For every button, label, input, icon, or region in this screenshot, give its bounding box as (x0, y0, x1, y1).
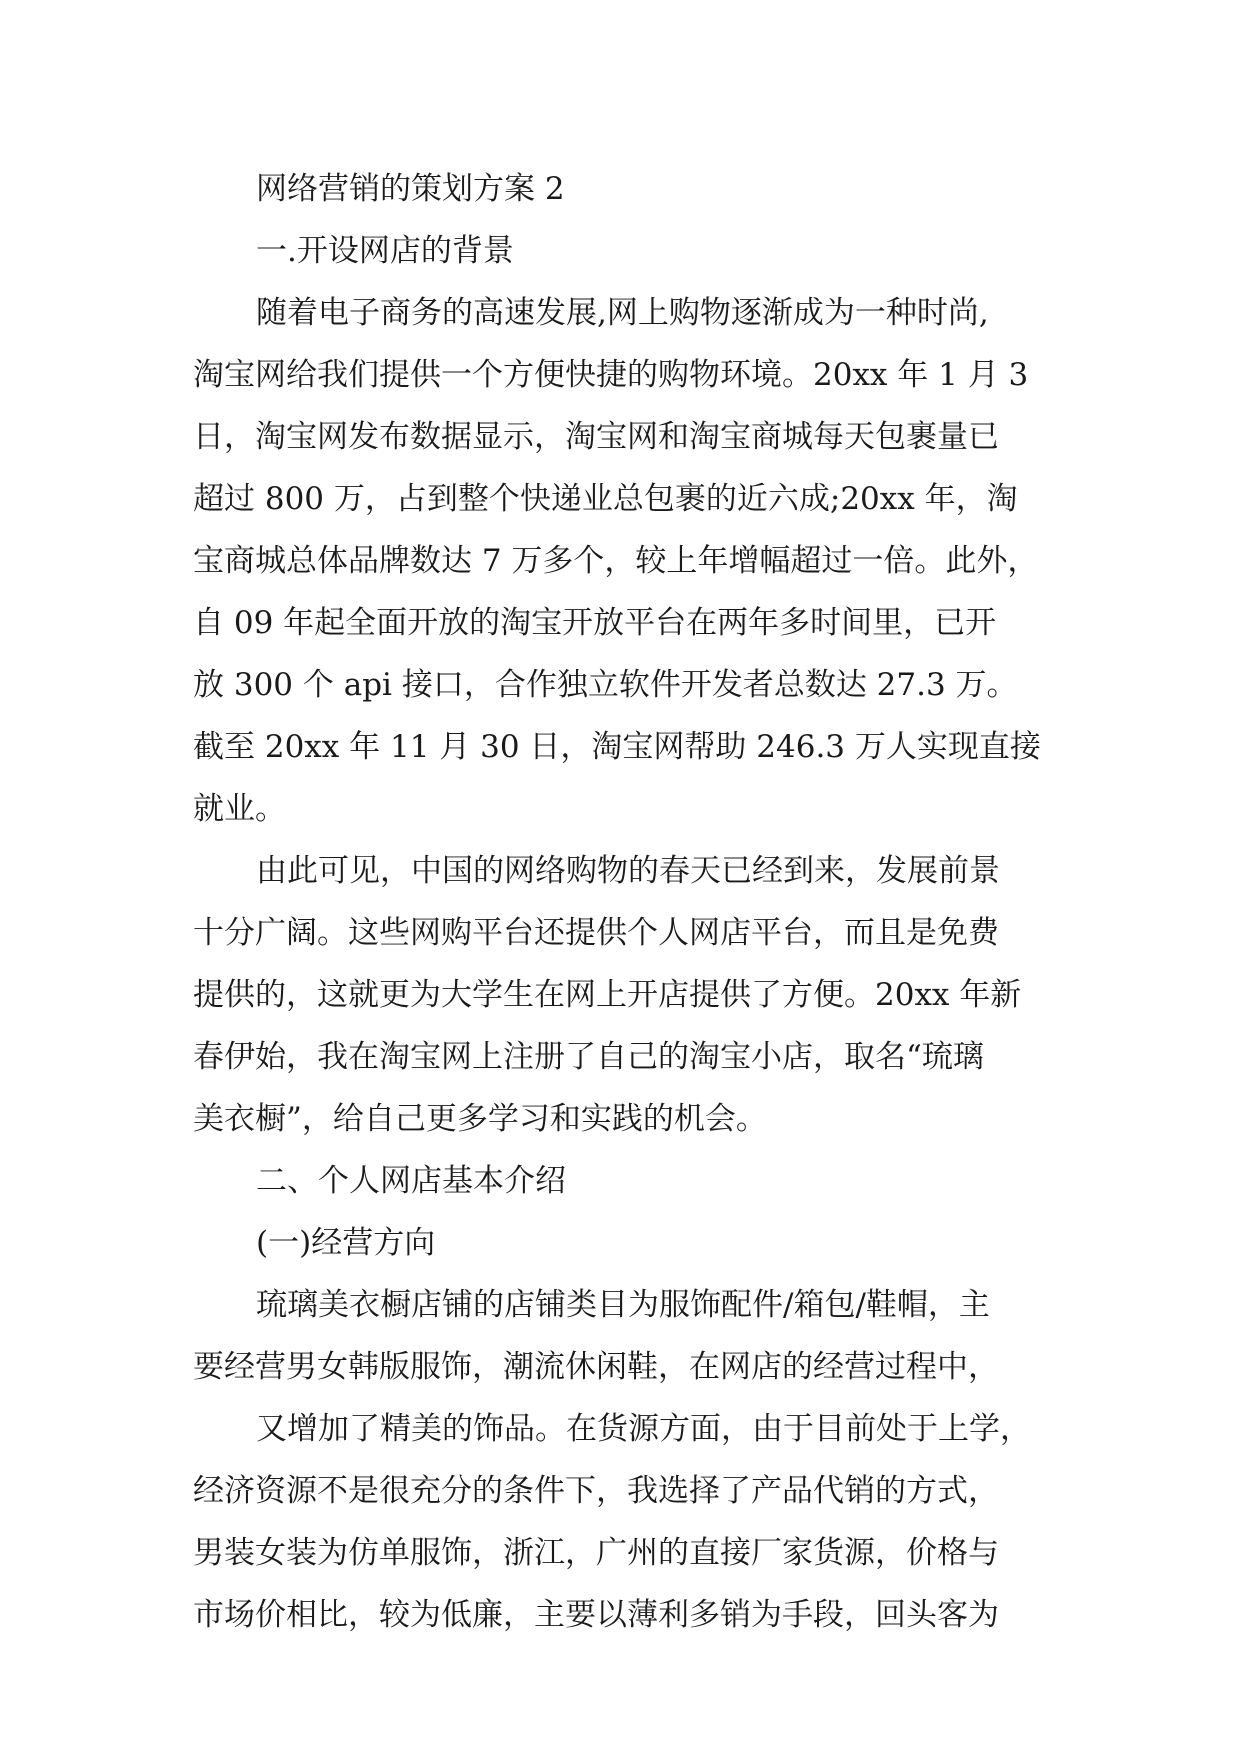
paragraph-line: 要经营男女韩版服饰，潮流休闲鞋，在网店的经营过程中， (193, 1349, 999, 1385)
section-heading-shop-intro: 二、个人网店基本介绍 (256, 1163, 566, 1199)
subsection-heading-business-direction: (一)经营方向 (256, 1225, 436, 1261)
paragraph-line: 经济资源不是很充分的条件下，我选择了产品代销的方式， (193, 1473, 999, 1509)
paragraph-line: 日，淘宝网发布数据显示，淘宝网和淘宝商城每天包裹量已 (193, 419, 999, 455)
paragraph-line: 宝商城总体品牌数达 7 万多个，较上年增幅超过一倍。此外， (193, 543, 1039, 579)
paragraph-line: 自 09 年起全面开放的淘宝开放平台在两年多时间里，已开 (193, 605, 997, 641)
paragraph-line: 淘宝网给我们提供一个方便快捷的购物环境。20xx 年 1 月 3 (193, 357, 1029, 393)
document-body (193, 158, 1053, 1646)
paragraph-line: 十分广阔。这些网购平台还提供个人网店平台，而且是免费 (193, 915, 999, 951)
paragraph-line: 超过 800 万，占到整个快递业总包裹的近六成;20xx 年，淘 (193, 481, 1018, 517)
paragraph-line: 男装女装为仿单服饰，浙江，广州的直接厂家货源，价格与 (193, 1535, 999, 1571)
paragraph-line: 截至 20xx 年 11 月 30 日，淘宝网帮助 246.3 万人实现直接 (193, 729, 1041, 765)
paragraph-line: 市场价相比，较为低廉，主要以薄利多销为手段，回头客为 (193, 1597, 999, 1633)
paragraph-line: 春伊始，我在淘宝网上注册了自己的淘宝小店，取名“琉璃 (193, 1039, 984, 1075)
paragraph-line: 美衣橱”，给自己更多学习和实践的机会。 (193, 1101, 767, 1137)
paragraph-line: 提供的，这就更为大学生在网上开店提供了方便。20xx 年新 (193, 977, 1022, 1013)
section-heading-background: 一.开设网店的背景 (256, 233, 514, 269)
paragraph-line: 就业。 (193, 791, 286, 827)
paragraph-line: 又增加了精美的饰品。在货源方面，由于目前处于上学， (256, 1411, 1031, 1447)
paragraph-line: 放 300 个 api 接口，合作独立软件开发者总数达 27.3 万。 (193, 667, 1018, 703)
document-title: 网络营销的策划方案 2 (256, 171, 565, 207)
paragraph-line: 琉璃美衣橱店铺的店铺类目为服饰配件/箱包/鞋帽，主 (256, 1287, 990, 1323)
paragraph-line: 由此可见，中国的网络购物的春天已经到来，发展前景 (256, 853, 1000, 889)
paragraph-line: 随着电子商务的高速发展,网上购物逐渐成为一种时尚, (256, 295, 989, 331)
